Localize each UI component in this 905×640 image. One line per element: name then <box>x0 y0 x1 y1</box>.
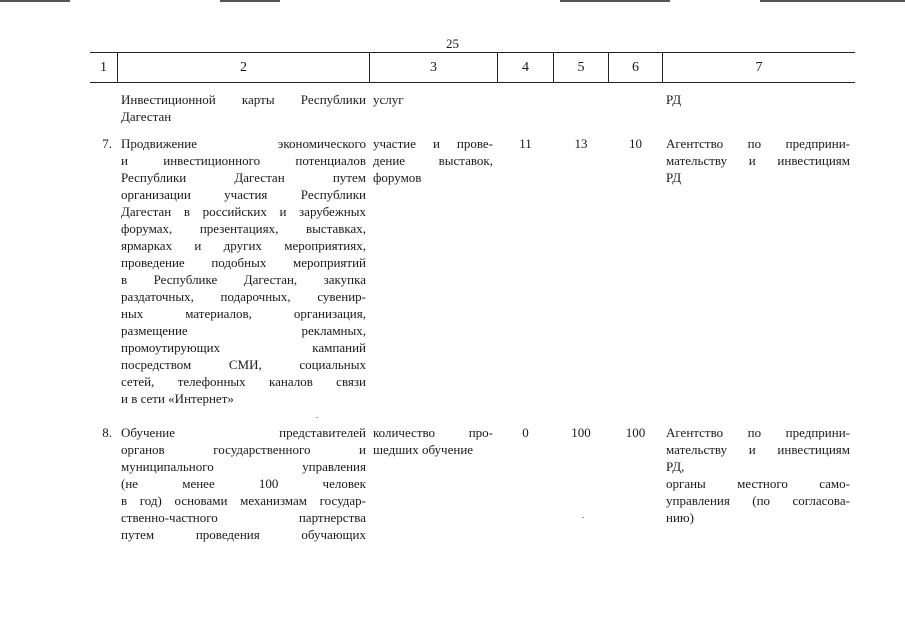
text-line: (не менее 100 человек <box>121 476 366 491</box>
text-line: посредством СМИ, социальных <box>121 357 366 372</box>
text-line: муниципального управления <box>121 459 366 474</box>
row-8-col5: 100 <box>571 425 591 440</box>
text-line: ярмарках и других мероприятиях, <box>121 238 366 253</box>
text-line: ственно-частного партнерства <box>121 510 366 525</box>
row-7-col6: 10 <box>629 136 642 151</box>
text-line: раздаточных, подарочных, сувенир- <box>121 289 366 304</box>
text-line: форумах, презентациях, выставках, <box>121 221 366 236</box>
carryover-col2 <box>121 91 366 125</box>
header-col-7: 7 <box>755 60 763 75</box>
scan-speck <box>582 517 584 518</box>
text-line: Дагестан <box>121 109 172 124</box>
page-number: 25 <box>446 36 459 51</box>
scan-speck <box>316 417 318 418</box>
text-line: сетей, телефонных каналов связи <box>121 374 366 389</box>
carryover-col3 <box>373 91 495 108</box>
header-col-3: 3 <box>430 60 437 75</box>
header-col-6: 6 <box>632 60 639 75</box>
text-line: Агентство по предприни- <box>666 136 850 151</box>
row-7-col5: 13 <box>574 136 588 151</box>
row-7-indicator <box>373 135 493 186</box>
row-7-col4: 11 <box>519 136 532 151</box>
text-line: проведение подобных мероприятий <box>121 255 366 270</box>
text-line: Дагестан в российских и зарубежных <box>121 204 366 219</box>
row-8-indicator <box>373 424 493 458</box>
text-line: мательству и инвестициям <box>666 442 850 457</box>
text-line: и в сети «Интернет» <box>121 391 234 406</box>
text-line: в год) основами механизмам государ- <box>121 493 366 508</box>
row-8-col6: 100 <box>625 425 646 440</box>
text-line: РД <box>666 92 682 107</box>
text-line: участие и прове- <box>373 136 493 151</box>
row-7-description <box>121 135 366 407</box>
text-line: дение выставок, <box>373 153 493 168</box>
text-line: Республики Дагестан путем <box>121 170 366 185</box>
text-line: мательству и инвестициям <box>666 153 850 168</box>
text-line: в Республике Дагестан, закупка <box>121 272 366 287</box>
text-line: организации участия Республики <box>121 187 366 202</box>
header-top-rule <box>90 52 855 53</box>
text-line: форумов <box>373 170 422 185</box>
text-line: промоутирующих кампаний <box>121 340 366 355</box>
header-col-2: 2 <box>240 60 247 75</box>
text-line: управления (по согласова- <box>666 493 850 508</box>
text-line: Продвижение экономического <box>121 136 366 151</box>
header-bottom-rule <box>90 82 855 83</box>
text-line: Обучение представителей <box>121 425 366 440</box>
text-line: Агентство по предприни- <box>666 425 850 440</box>
header-col-4: 4 <box>522 60 529 75</box>
text-line: РД, <box>666 459 685 474</box>
text-line: ных материалов, организация, <box>121 306 366 321</box>
text-line: нию) <box>666 510 694 525</box>
text-line: Инвестиционной карты Республики <box>121 92 366 107</box>
row-8-description <box>121 424 366 543</box>
text-line: органов государственного и <box>121 442 366 457</box>
header-col-1: 1 <box>100 60 107 75</box>
row-7-number: 7. <box>102 136 112 151</box>
text-line: путем проведения обучающих <box>121 527 366 542</box>
row-8-number: 8. <box>102 425 112 440</box>
row-8-executor <box>666 424 850 526</box>
carryover-col7 <box>666 91 850 108</box>
text-line: и инвестиционного потенциалов <box>121 153 366 168</box>
text-line: услуг <box>373 92 404 107</box>
text-line: органы местного само- <box>666 476 850 491</box>
text-line: размещение рекламных, <box>121 323 366 338</box>
header-col-5: 5 <box>577 60 585 75</box>
text-line: РД <box>666 170 682 185</box>
text-line: количество про- <box>373 425 493 440</box>
text-line: шедших обучение <box>373 442 474 457</box>
row-7-executor <box>666 135 850 186</box>
row-8-col4: 0 <box>522 425 529 440</box>
